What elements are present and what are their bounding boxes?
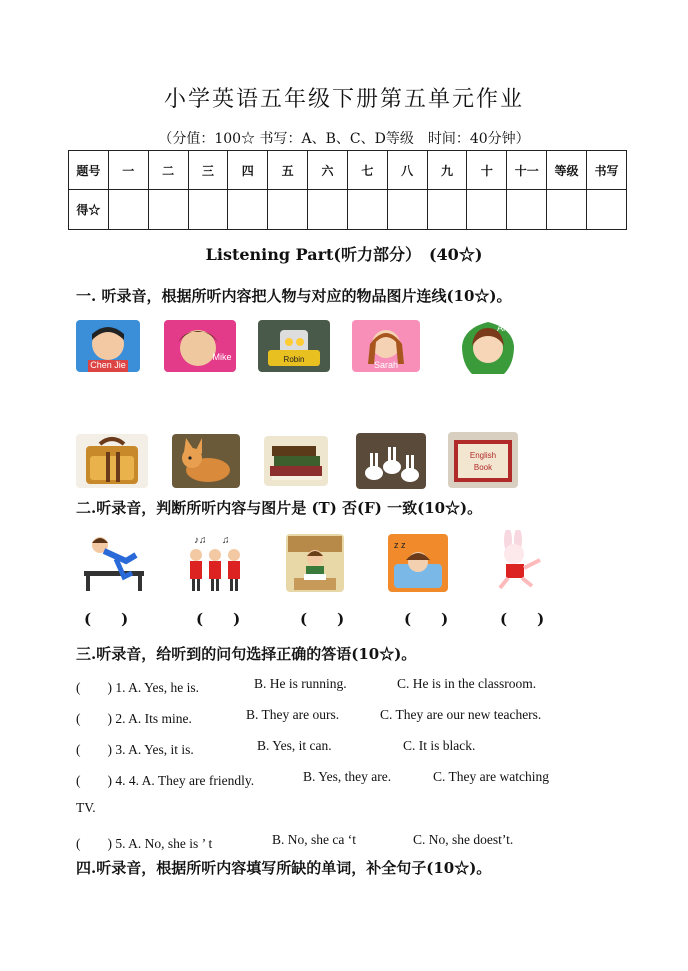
svg-text:z z: z z bbox=[394, 540, 406, 550]
score-value-row bbox=[69, 190, 627, 230]
q4-title: 四.听录音，根据所听内容填写所缺的单词，补全句子(10☆)。 bbox=[76, 859, 492, 877]
q3-item-5 bbox=[76, 832, 514, 852]
mike-label: Mike bbox=[212, 352, 232, 362]
english-book-picture bbox=[448, 432, 518, 488]
q3-item-2-b: B. They are ours. bbox=[246, 707, 340, 722]
q3-item-1-b: B. He is running. bbox=[254, 676, 347, 691]
score-table bbox=[68, 150, 627, 230]
score-cell[interactable] bbox=[547, 190, 587, 230]
sarah-picture bbox=[352, 320, 420, 372]
score-cell[interactable] bbox=[188, 190, 228, 230]
svg-text:Book: Book bbox=[473, 463, 493, 472]
score-header-cell: 六 bbox=[308, 151, 348, 190]
boy-reading-picture bbox=[286, 534, 344, 592]
q3-item-3-c: C. It is black. bbox=[403, 738, 476, 753]
amy-label: Amy bbox=[497, 323, 515, 333]
answer-bracket-4[interactable]: ( ) bbox=[404, 610, 449, 628]
score-cell[interactable] bbox=[467, 190, 507, 230]
q3-item-5-c: C. No, she doest’t. bbox=[413, 832, 514, 847]
q3-item-4-a: ( ) 4. 4. A. They are friendly. bbox=[76, 773, 255, 788]
score-cell[interactable] bbox=[507, 190, 547, 230]
chen-jie-picture bbox=[76, 320, 140, 372]
robin-picture bbox=[258, 320, 330, 372]
answer-bracket-1[interactable]: ( ) bbox=[84, 610, 129, 628]
score-header-cell: 五 bbox=[268, 151, 308, 190]
answer-bracket-2[interactable]: ( ) bbox=[196, 610, 241, 628]
q3-item-2-a: ( ) 2. A. Its mine. bbox=[76, 711, 192, 726]
answer-bracket-3[interactable]: ( ) bbox=[300, 610, 345, 628]
q3-item-5-a: ( ) 5. A. No, she is ’ t bbox=[76, 836, 213, 851]
svg-text:♫: ♫ bbox=[222, 535, 230, 546]
english-book-label: English bbox=[469, 451, 497, 460]
q3-item-3 bbox=[76, 738, 476, 758]
robin-label: Robin bbox=[283, 355, 305, 364]
amy-picture bbox=[452, 318, 524, 374]
q3-item-3-a: ( ) 3. A. Yes, it is. bbox=[76, 742, 194, 757]
score-header-cell: 八 bbox=[387, 151, 427, 190]
q3-item-2-c: C. They are our new teachers. bbox=[380, 707, 542, 722]
score-cell[interactable] bbox=[427, 190, 467, 230]
dog-picture bbox=[172, 434, 240, 488]
score-header-cell: 十 bbox=[467, 151, 507, 190]
girl-sleeping-picture bbox=[388, 534, 448, 592]
q3-item-4 bbox=[76, 769, 549, 789]
score-header-row bbox=[69, 151, 627, 190]
q3-item-1-c: C. He is in the classroom. bbox=[397, 676, 537, 691]
q3-title: 三.听录音，给听到的问句选择正确的答语(10☆)。 bbox=[76, 645, 417, 663]
q2-title: 二.听录音，判断所听内容与图片是 (T) 否(F) 一致(10☆)。 bbox=[76, 499, 483, 517]
q3-item-5-b: B. No, she ca ‘t bbox=[272, 832, 356, 847]
school-bag-picture bbox=[76, 434, 148, 488]
sarah-label: Sarah bbox=[373, 360, 399, 370]
score-header-cell: 书写 bbox=[586, 151, 626, 190]
score-header-cell: 题号 bbox=[69, 151, 109, 190]
mike-picture bbox=[164, 320, 236, 372]
score-cell[interactable] bbox=[148, 190, 188, 230]
score-header-cell: 四 bbox=[228, 151, 268, 190]
page-title: 小学英语五年级下册第五单元作业 bbox=[163, 87, 524, 112]
chen-jie-label: Chen Jie bbox=[90, 360, 126, 370]
score-header-cell: 十一 bbox=[507, 151, 547, 190]
q1-title: 一. 听录音，根据所听内容把人物与对应的物品图片连线(10☆)。 bbox=[76, 287, 512, 305]
q3-item-4-c: C. They are watching bbox=[433, 769, 549, 784]
q3-item-2 bbox=[76, 707, 542, 727]
score-cell[interactable] bbox=[228, 190, 268, 230]
svg-text:♪♫: ♪♫ bbox=[194, 535, 207, 546]
rabbits-picture bbox=[356, 433, 426, 489]
score-header-cell: 九 bbox=[427, 151, 467, 190]
score-cell[interactable] bbox=[108, 190, 148, 230]
q3-item-3-b: B. Yes, it can. bbox=[257, 738, 332, 753]
score-cell[interactable] bbox=[268, 190, 308, 230]
q3-item-1-a: ( ) 1. A. Yes, he is. bbox=[76, 680, 200, 695]
score-header-cell: 七 bbox=[347, 151, 387, 190]
score-cell[interactable] bbox=[586, 190, 626, 230]
score-cell[interactable] bbox=[308, 190, 348, 230]
score-header-cell: 一 bbox=[108, 151, 148, 190]
q3-item-4-wrap: TV. bbox=[76, 800, 96, 815]
rabbit-running-picture bbox=[482, 530, 552, 592]
score-cell[interactable] bbox=[347, 190, 387, 230]
q3-item-4-b: B. Yes, they are. bbox=[303, 769, 392, 784]
score-header-cell: 二 bbox=[148, 151, 188, 190]
q3-item-1 bbox=[76, 676, 537, 696]
boy-jumping-picture bbox=[76, 533, 150, 595]
score-header-cell: 三 bbox=[188, 151, 228, 190]
listening-part-title: Listening Part(听力部分） (40☆) bbox=[205, 245, 483, 264]
books-picture bbox=[264, 436, 328, 486]
answer-bracket-5[interactable]: ( ) bbox=[500, 610, 545, 628]
girls-singing-picture bbox=[182, 533, 248, 595]
score-row-label: 得☆ bbox=[69, 190, 109, 230]
score-header-cell: 等级 bbox=[547, 151, 587, 190]
page-subtitle: （分值：100☆ 书写：A、B、C、D等级 时间：40分钟） bbox=[158, 131, 530, 147]
score-cell[interactable] bbox=[387, 190, 427, 230]
